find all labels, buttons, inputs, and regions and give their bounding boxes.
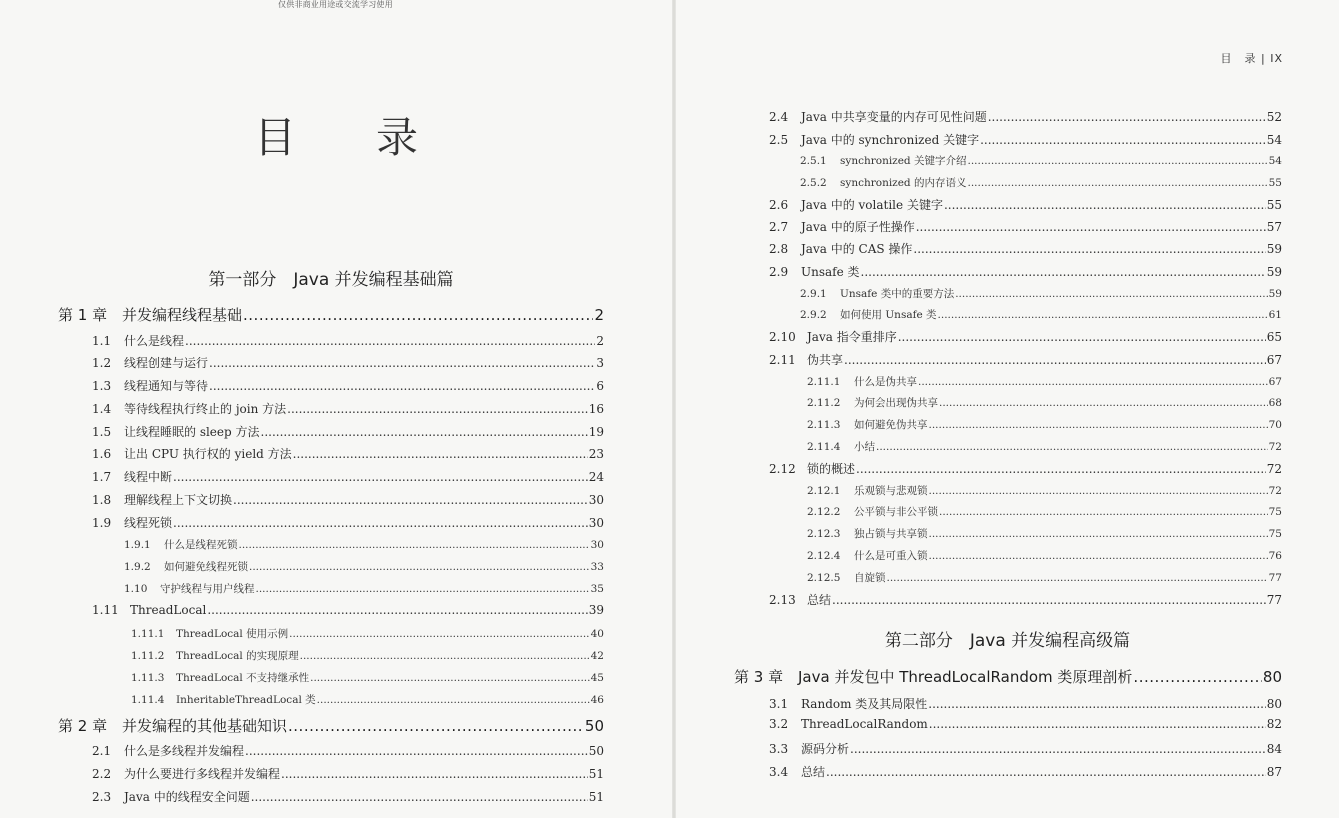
entry-title: 让线程睡眠的 sleep 方法 — [124, 425, 260, 439]
entry-page-number: 23 — [588, 447, 604, 461]
entry-page-number: 2 — [594, 306, 604, 324]
toc-entry — [807, 417, 1282, 435]
entry-page-number: 67 — [1266, 353, 1282, 367]
entry-title: 为何会出现伪共享 — [854, 397, 938, 409]
part-one-title: 第一部分 Java 并发编程基础篇 — [208, 270, 454, 290]
entry-page-number: 50 — [584, 717, 604, 735]
entry-number: 3.2 — [769, 717, 789, 731]
dot-leader — [939, 397, 1268, 409]
toc-entry — [807, 395, 1282, 413]
dot-leader — [955, 288, 1267, 300]
entry-title: synchronized 的内存语义 — [840, 177, 967, 189]
entry-page-number: 61 — [1268, 309, 1282, 321]
entry-title: 让出 CPU 执行权的 yield 方法 — [124, 447, 292, 461]
right-page — [676, 0, 1339, 818]
dot-leader — [916, 220, 1266, 234]
toc-entry — [769, 196, 1282, 214]
toc-entry — [131, 648, 604, 666]
toc-entry — [92, 788, 604, 806]
entry-number: 2.13 — [769, 593, 796, 607]
dot-leader — [988, 110, 1266, 124]
entry-page-number: 2 — [596, 334, 604, 348]
entry-number: 2.12.2 — [807, 506, 841, 518]
toc-entry — [92, 514, 604, 532]
entry-number: 2.5.1 — [800, 155, 827, 167]
toc-entry — [807, 483, 1282, 501]
entry-title: 如何使用 Unsafe 类 — [840, 309, 937, 321]
entry-title: 自旋锁 — [854, 572, 886, 584]
dot-leader — [928, 697, 1265, 711]
entry-title: 锁的概述 — [807, 462, 856, 476]
entry-number: 2.11 — [769, 353, 796, 367]
toc-entry — [92, 445, 604, 463]
toc-entry — [807, 374, 1282, 392]
dot-leader — [281, 767, 588, 781]
entry-title: 公平锁与非公平锁 — [854, 506, 938, 518]
entry-page-number: 77 — [1266, 593, 1282, 607]
entry-page-number: 46 — [590, 694, 604, 706]
entry-title: 如何避免线程死锁 — [164, 561, 248, 573]
dot-leader — [239, 539, 590, 551]
toc-entry — [769, 240, 1282, 258]
entry-number: 1.11.2 — [131, 650, 165, 662]
entry-number: 2.2 — [92, 767, 112, 781]
entry-page-number: 55 — [1266, 198, 1282, 212]
dot-leader — [310, 672, 590, 684]
entry-number: 1.3 — [92, 379, 112, 393]
entry-page-number: 70 — [1268, 419, 1282, 431]
dot-leader — [861, 265, 1266, 279]
entry-page-number: 35 — [590, 583, 604, 595]
entry-number: 第 3 章 — [734, 668, 784, 686]
entry-title: 等待线程执行终止的 join 方法 — [124, 402, 287, 416]
dot-leader — [913, 242, 1265, 256]
dot-leader — [887, 572, 1268, 584]
chapter-entry — [58, 715, 604, 735]
entry-title: 什么是线程 — [124, 334, 185, 348]
entry-number: 2.5.2 — [800, 177, 827, 189]
dot-leader — [856, 462, 1266, 476]
dot-leader — [929, 717, 1266, 731]
entry-title: Java 中的 CAS 操作 — [801, 242, 913, 256]
toc-entry — [769, 328, 1282, 346]
entry-page-number: 3 — [596, 356, 604, 370]
dot-leader — [929, 550, 1268, 562]
chapter-entry — [734, 666, 1282, 686]
toc-entry — [807, 504, 1282, 522]
toc-entry — [769, 218, 1282, 236]
dot-leader — [209, 356, 595, 370]
entry-number: 2.7 — [769, 220, 789, 234]
entry-title: 什么是线程死锁 — [164, 539, 238, 551]
entry-number: 2.11.2 — [807, 397, 841, 409]
entry-title: 并发编程线程基础 — [122, 306, 243, 324]
dot-leader — [185, 334, 595, 348]
entry-number: 2.3 — [92, 790, 112, 804]
entry-title: 并发编程的其他基础知识 — [122, 717, 288, 735]
toc-entry — [124, 559, 604, 577]
entry-number: 1.4 — [92, 402, 112, 416]
toc-entry — [807, 439, 1282, 457]
entry-page-number: 52 — [1266, 110, 1282, 124]
entry-title: 总结 — [807, 593, 832, 607]
entry-page-number: 42 — [590, 650, 604, 662]
dot-leader — [288, 717, 584, 735]
toc-entry — [769, 717, 1282, 735]
dot-leader — [173, 470, 588, 484]
entry-page-number: 19 — [588, 425, 604, 439]
entry-number: 1.5 — [92, 425, 112, 439]
entry-title: 什么是多线程并发编程 — [124, 744, 245, 758]
toc-entry — [769, 108, 1282, 126]
entry-number: 2.9.1 — [800, 288, 827, 300]
dot-leader — [876, 441, 1268, 453]
entry-number: 第 1 章 — [58, 306, 108, 324]
entry-page-number: 45 — [590, 672, 604, 684]
toc-entry — [800, 153, 1282, 171]
dot-leader — [929, 419, 1268, 431]
toc-title — [0, 105, 672, 165]
toc-entry — [92, 765, 604, 783]
toc-entry — [769, 131, 1282, 149]
entry-title: InheritableThreadLocal 类 — [176, 694, 316, 706]
toc-entry — [800, 307, 1282, 325]
entry-number: 1.11.3 — [131, 672, 165, 684]
dot-leader — [968, 155, 1268, 167]
entry-number: 2.4 — [769, 110, 789, 124]
entry-page-number: 72 — [1266, 462, 1282, 476]
entry-page-number: 59 — [1266, 265, 1282, 279]
entry-number: 3.4 — [769, 765, 789, 779]
entry-number: 1.11.4 — [131, 694, 165, 706]
entry-page-number: 39 — [588, 603, 604, 617]
entry-title: 伪共享 — [807, 353, 844, 367]
entry-number: 2.12 — [769, 462, 796, 476]
toc-entry — [807, 526, 1282, 544]
entry-page-number: 65 — [1266, 330, 1282, 344]
entry-title: ThreadLocal 的实现原理 — [176, 650, 299, 662]
entry-page-number: 87 — [1266, 765, 1282, 779]
entry-title: Unsafe 类中的重要方法 — [840, 288, 955, 300]
entry-number: 1.9 — [92, 516, 112, 530]
entry-title: 如何避免伪共享 — [854, 419, 928, 431]
entry-number: 1.1 — [92, 334, 112, 348]
entry-title: Java 指令重排序 — [807, 330, 897, 344]
toc-entry — [800, 175, 1282, 193]
entry-page-number: 30 — [588, 493, 604, 507]
dot-leader — [898, 330, 1266, 344]
entry-page-number: 33 — [590, 561, 604, 573]
toc-entry — [131, 626, 604, 644]
entry-page-number: 75 — [1268, 506, 1282, 518]
toc-entry — [92, 423, 604, 441]
dot-leader — [844, 353, 1266, 367]
entry-title: 理解线程上下文切换 — [124, 493, 233, 507]
dot-leader — [261, 425, 588, 439]
dot-leader — [289, 628, 590, 640]
dot-leader — [938, 309, 1268, 321]
toc-entry — [92, 468, 604, 486]
dot-leader — [245, 744, 588, 758]
entry-page-number: 76 — [1268, 550, 1282, 562]
toc-entry — [131, 692, 604, 710]
toc-entry — [769, 740, 1282, 758]
entry-page-number: 68 — [1268, 397, 1282, 409]
entry-title: Java 并发包中 ThreadLocalRandom 类原理剖析 — [798, 668, 1133, 686]
entry-page-number: 30 — [590, 539, 604, 551]
entry-title: 为什么要进行多线程并发编程 — [124, 767, 281, 781]
entry-page-number: 80 — [1262, 668, 1282, 686]
entry-title: ThreadLocal — [130, 603, 207, 617]
toc-entry — [92, 354, 604, 372]
toc-entry — [92, 400, 604, 418]
dot-leader — [944, 198, 1266, 212]
toc-entry — [769, 763, 1282, 781]
entry-page-number: 55 — [1268, 177, 1282, 189]
entry-number: 1.10 — [124, 583, 148, 595]
dot-leader — [968, 177, 1268, 189]
dot-leader — [243, 306, 593, 324]
entry-number: 2.5 — [769, 133, 789, 147]
toc-entry — [92, 377, 604, 395]
entry-title: synchronized 关键字介绍 — [840, 155, 967, 167]
entry-title: Java 中的 volatile 关键字 — [801, 198, 943, 212]
entry-number: 1.11 — [92, 603, 119, 617]
entry-page-number: 6 — [596, 379, 604, 393]
dot-leader — [939, 506, 1268, 518]
toc-entry — [769, 460, 1282, 478]
watermark: 仅供非商业用途或交流学习使用 — [278, 0, 393, 9]
dot-leader — [980, 133, 1266, 147]
entry-title: 什么是伪共享 — [854, 376, 917, 388]
entry-page-number: 50 — [588, 744, 604, 758]
entry-number: 2.12.5 — [807, 572, 841, 584]
toc-entry — [807, 548, 1282, 566]
entry-number: 1.11.1 — [131, 628, 165, 640]
toc-entry — [92, 332, 604, 350]
dot-leader — [173, 516, 588, 530]
entry-page-number: 59 — [1266, 242, 1282, 256]
entry-title: 线程中断 — [124, 470, 173, 484]
toc-entry — [124, 537, 604, 555]
toc-entry — [800, 286, 1282, 304]
entry-title: Java 中共享变量的内存可见性问题 — [801, 110, 987, 124]
entry-page-number: 80 — [1266, 697, 1282, 711]
chapter-entry — [58, 304, 604, 324]
entry-number: 第 2 章 — [58, 717, 108, 735]
entry-page-number: 57 — [1266, 220, 1282, 234]
dot-leader — [293, 447, 588, 461]
entry-title: Java 中的 synchronized 关键字 — [801, 133, 980, 147]
dot-leader — [832, 593, 1266, 607]
dot-leader — [918, 376, 1268, 388]
dot-leader — [209, 379, 595, 393]
toc-title-char-1: 目 — [253, 113, 296, 162]
entry-page-number: 16 — [588, 402, 604, 416]
entry-title: Java 中的原子性操作 — [801, 220, 915, 234]
toc-entry — [92, 491, 604, 509]
entry-title: 总结 — [801, 765, 826, 779]
entry-number: 2.11.4 — [807, 441, 841, 453]
entry-number: 2.10 — [769, 330, 796, 344]
entry-page-number: 54 — [1268, 155, 1282, 167]
dot-leader — [317, 694, 590, 706]
entry-number: 2.1 — [92, 744, 112, 758]
entry-page-number: 51 — [588, 767, 604, 781]
entry-number: 3.1 — [769, 697, 789, 711]
dot-leader — [929, 485, 1268, 497]
entry-number: 2.11.1 — [807, 376, 841, 388]
entry-title: 线程创建与运行 — [124, 356, 209, 370]
dot-leader — [929, 528, 1268, 540]
entry-title: Random 类及其局限性 — [801, 697, 928, 711]
dot-leader — [287, 402, 588, 416]
entry-title: Java 中的线程安全问题 — [124, 790, 250, 804]
entry-title: Unsafe 类 — [801, 265, 860, 279]
entry-title: 什么是可重入锁 — [854, 550, 928, 562]
entry-number: 3.3 — [769, 742, 789, 756]
entry-number: 1.9.2 — [124, 561, 151, 573]
entry-number: 1.6 — [92, 447, 112, 461]
entry-page-number: 40 — [590, 628, 604, 640]
entry-number: 2.6 — [769, 198, 789, 212]
entry-page-number: 67 — [1268, 376, 1282, 388]
entry-title: ThreadLocal 不支持继承性 — [176, 672, 310, 684]
entry-number: 2.12.1 — [807, 485, 841, 497]
dot-leader — [251, 790, 588, 804]
dot-leader — [300, 650, 590, 662]
entry-title: 源码分析 — [801, 742, 850, 756]
part-two-title: 第二部分 Java 并发编程高级篇 — [884, 631, 1131, 651]
entry-number: 1.2 — [92, 356, 112, 370]
running-header: 目 录 | IX — [1220, 52, 1283, 65]
entry-page-number: 24 — [588, 470, 604, 484]
entry-number: 2.9 — [769, 265, 789, 279]
entry-page-number: 72 — [1268, 441, 1282, 453]
entry-number: 2.12.4 — [807, 550, 841, 562]
entry-page-number: 30 — [588, 516, 604, 530]
entry-page-number: 84 — [1266, 742, 1282, 756]
entry-page-number: 82 — [1266, 717, 1282, 731]
dot-leader — [1133, 668, 1261, 686]
toc-entry — [131, 670, 604, 688]
entry-title: 守护线程与用户线程 — [160, 583, 255, 595]
toc-entry — [769, 591, 1282, 609]
entry-title: ThreadLocal 使用示例 — [176, 628, 289, 640]
entry-title: 小结 — [854, 441, 875, 453]
entry-number: 1.7 — [92, 470, 112, 484]
dot-leader — [256, 583, 590, 595]
entry-page-number: 59 — [1268, 288, 1282, 300]
entry-page-number: 72 — [1268, 485, 1282, 497]
dot-leader — [826, 765, 1266, 779]
entry-number: 2.11.3 — [807, 419, 841, 431]
toc-entry — [92, 603, 604, 621]
toc-entry — [769, 695, 1282, 713]
entry-number: 2.12.3 — [807, 528, 841, 540]
entry-title: ThreadLocalRandom — [801, 717, 928, 731]
toc-entry — [769, 263, 1282, 281]
entry-number: 1.9.1 — [124, 539, 151, 551]
entry-number: 1.8 — [92, 493, 112, 507]
dot-leader — [233, 493, 588, 507]
toc-entry — [807, 570, 1282, 588]
entry-title: 线程死锁 — [124, 516, 173, 530]
toc-entry — [124, 581, 604, 599]
entry-title: 线程通知与等待 — [124, 379, 209, 393]
toc-entry — [92, 742, 604, 760]
entry-number: 2.9.2 — [800, 309, 827, 321]
entry-number: 2.8 — [769, 242, 789, 256]
dot-leader — [850, 742, 1266, 756]
entry-page-number: 75 — [1268, 528, 1282, 540]
toc-entry — [769, 351, 1282, 369]
entry-page-number: 77 — [1268, 572, 1282, 584]
entry-title: 独占锁与共享锁 — [854, 528, 928, 540]
entry-title: 乐观锁与悲观锁 — [854, 485, 928, 497]
entry-page-number: 54 — [1266, 133, 1282, 147]
entry-page-number: 51 — [588, 790, 604, 804]
toc-title-char-2: 录 — [376, 113, 419, 162]
dot-leader — [249, 561, 590, 573]
dot-leader — [207, 603, 587, 617]
